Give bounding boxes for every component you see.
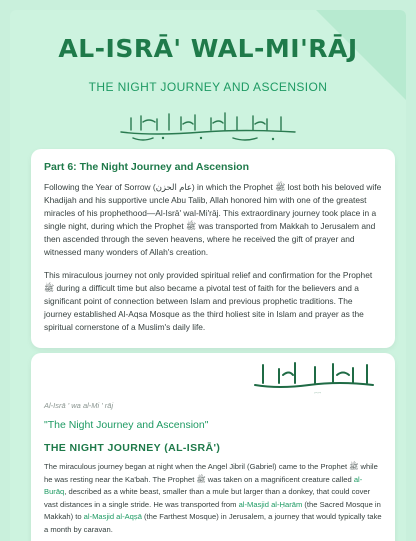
term-buraq: al-Burāq: [44, 474, 363, 496]
translation-quote: "The Night Journey and Ascension": [44, 419, 209, 431]
intro-paragraph-2: This miraculous journey not only provided spiritual relief and confirmation for the Prophet ﷺ during a difficult time but also became a pivotal test of faith for the believers and a significant point of connection between Islam and previous prophetic traditions. The journey established Al-Aqsa Mosque as the third holiest site in Islam and prayer as the spiritual cornerstone of a Muslim's daily life.: [44, 270, 373, 332]
page-subtitle: THE NIGHT JOURNEY AND ASCENSION: [88, 80, 328, 94]
night-journey-heading: THE NIGHT JOURNEY (AL-ISRĀ'): [44, 442, 221, 454]
arabic-title-text: الإسراء والمعراج: [314, 393, 321, 394]
paragraph-text: , described as a white beast, smaller than a mule but larger than a donkey, that could cover vast distances in a single stride. He was transported from: [44, 487, 371, 509]
paragraph-text: (the Farthest Mosque) in Jerusalem, a journey that would typically take a month by caravan.: [44, 512, 382, 534]
night-journey-card: [31, 353, 395, 541]
basmala-calligraphy-icon: [10, 106, 406, 146]
section-heading: Part 6: The Night Journey and Ascension: [44, 161, 249, 173]
page-title: AL-ISRĀ' WAL-MI'RĀJ: [58, 34, 358, 63]
transliteration: Al-Isrā ' wa al-Mi ' rāj: [44, 401, 114, 410]
term-masjid-aqsa: al-Masjid al-Aqṣā: [83, 512, 142, 521]
arabic-calligraphy-title: [249, 359, 379, 395]
paragraph-text: The miraculous journey began at night when the Angel Jibril (Gabriel) came to the Prophet ﷺ while he was resting near the Ka'bah. The Prophet ﷺ was taken on a magnificent creature called: [44, 462, 378, 484]
intro-paragraph-1: Following the Year of Sorrow (عام الحزن) in which the Prophet ﷺ lost both his beloved wife Khadijah and his supportive uncle Abu Talib, Allah honored him with one of the greatest miracles of his prophethood—Al-Isrā' wal-Mi'rāj. This extraordinary journey took place in a single night, during which the Prophet ﷺ was transported from Makkah to Jerusalem and then ascended through the seven heavens, where he received the gift of prayer and witnessed many wonders of Allah's creation.: [44, 182, 382, 257]
paragraph-text: (the Sacred Mosque in Makkah) to: [44, 499, 381, 521]
night-journey-paragraph: [44, 461, 384, 536]
term-masjid-haram: al-Masjid al-Ḥarām: [238, 499, 303, 509]
page-background: [10, 10, 406, 541]
intro-card: [31, 149, 395, 348]
